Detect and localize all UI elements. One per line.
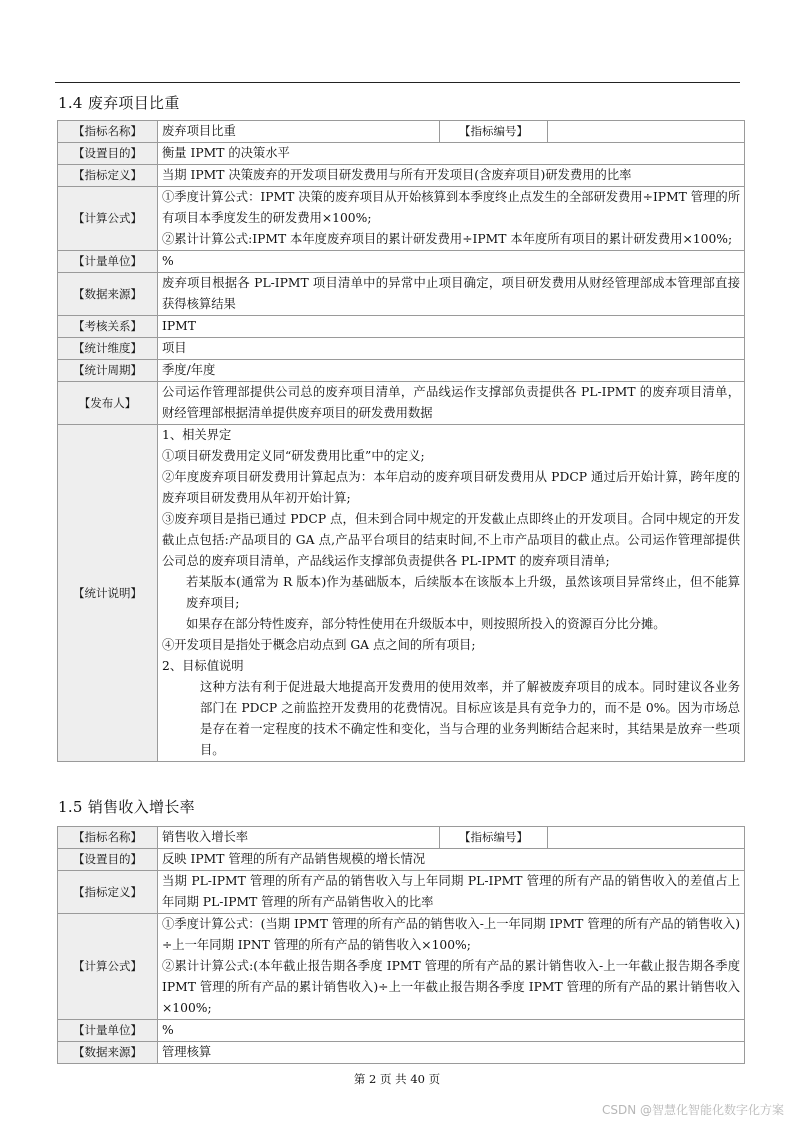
note-heading: 2、目标值说明 [162, 659, 244, 673]
row-label: 【指标名称】 [58, 827, 158, 849]
row-label: 【数据来源】 [58, 1042, 158, 1064]
table-row [58, 165, 745, 187]
table-row [58, 143, 745, 165]
row-label: 【统计说明】 [58, 425, 158, 762]
row-label: 【指标编号】 [440, 121, 548, 143]
indicator-table [57, 826, 745, 1064]
row-label: 【计量单位】 [58, 251, 158, 273]
row-label: 【发布人】 [58, 382, 158, 425]
table-row [58, 338, 745, 360]
indicator-code [548, 121, 745, 143]
row-label: 【计算公式】 [58, 914, 158, 1020]
note-heading: 1、相关界定 [162, 428, 232, 442]
row-label: 【指标定义】 [58, 871, 158, 914]
purpose-value: 衡量 IPMT 的决策水平 [158, 143, 745, 165]
indicator-name: 销售收入增长率 [158, 827, 440, 849]
row-label: 【指标编号】 [440, 827, 548, 849]
note-line: ③废弃项目是指已通过 PDCP 点，但未到合同中规定的开发截止点即终止的开发项目。合同中规定的开发截止点包括:产品项目的 GA 点,产品平台项目的结束时间,不上市产品项目的截止点。公司运作管理部提供公司总的废弃项目清单，产品线运作支撑部负责提供各 PL-IPMT 的废弃项目清单; [162, 512, 740, 568]
note-line: 如果存在部分特性废弃，部分特性使用在升级版本中，则按照所投入的资源百分比分摊。 [186, 617, 666, 631]
table-row [58, 1020, 745, 1042]
table-row [58, 251, 745, 273]
row-label: 【考核关系】 [58, 316, 158, 338]
row-label: 【设置目的】 [58, 849, 158, 871]
table-row [58, 871, 745, 914]
assessment-value: IPMT [158, 316, 745, 338]
row-label: 【统计周期】 [58, 360, 158, 382]
table-row [58, 382, 745, 425]
row-label: 【计算公式】 [58, 187, 158, 251]
table-row [58, 316, 745, 338]
row-label: 【指标定义】 [58, 165, 158, 187]
indicator-table [57, 120, 745, 762]
table-row [58, 273, 745, 316]
row-label: 【统计维度】 [58, 338, 158, 360]
row-label: 【指标名称】 [58, 121, 158, 143]
indicator-code [548, 827, 745, 849]
note-line: ④开发项目是指处于概念启动点到 GA 点之间的所有项目; [162, 638, 476, 652]
publisher-value: 公司运作管理部提供公司总的废弃项目清单，产品线运作支撑部负责提供各 PL-IPMT 的废弃项目清单，财经管理部根据清单提供废弃项目的研发费用数据 [158, 382, 745, 425]
notes-value [158, 425, 745, 762]
row-label: 【计量单位】 [58, 1020, 158, 1042]
table-row [58, 425, 745, 762]
formula-value [158, 187, 745, 251]
table-row [58, 849, 745, 871]
table-row [58, 187, 745, 251]
unit-value: % [158, 251, 745, 273]
indicator-name: 废弃项目比重 [158, 121, 440, 143]
formula-line: ②累计计算公式:(本年截止报告期各季度 IPMT 管理的所有产品的累计销售收入-上一年截止报告期各季度 IPMT 管理的所有产品的累计销售收入)÷上一年截止报告期各季度 IPMT 管理的所有产品的累计销售收入×100%; [162, 959, 740, 1015]
table-row [58, 121, 745, 143]
formula-line: ①季度计算公式：(当期 IPMT 管理的所有产品的销售收入-上一年同期 IPMT 管理的所有产品的销售收入)÷上一年同期 IPNT 管理的所有产品的销售收入×100%; [162, 917, 740, 952]
table-row [58, 360, 745, 382]
row-label: 【设置目的】 [58, 143, 158, 165]
period-value: 季度/年度 [158, 360, 745, 382]
note-line: 若某版本(通常为 R 版本)作为基础版本，后续版本在该版本上升级，虽然该项目异常终止，但不能算废弃项目; [186, 575, 740, 610]
table-row [58, 1042, 745, 1064]
formula-line: ①季度计算公式：IPMT 决策的废弃项目从开始核算到本季度终止点发生的全部研发费用÷IPMT 管理的所有项目本季度发生的研发费用×100%; [162, 190, 740, 225]
section-title: 1.4 废弃项目比重 [58, 94, 180, 112]
source-value: 管理核算 [158, 1042, 745, 1064]
section-title: 1.5 销售收入增长率 [58, 798, 195, 816]
unit-value: % [158, 1020, 745, 1042]
table-row [58, 827, 745, 849]
table-row [58, 914, 745, 1020]
note-line: ②年度废弃项目研发费用计算起点为：本年启动的废弃项目研发费用从 PDCP 通过后开始计算，跨年度的废弃项目研发费用从年初开始计算; [162, 470, 740, 505]
definition-value: 当期 PL-IPMT 管理的所有产品的销售收入与上年同期 PL-IPMT 管理的所有产品的销售收入的差值占上年同期 PL-IPMT 管理的所有产品销售收入的比率 [158, 871, 745, 914]
row-label: 【数据来源】 [58, 273, 158, 316]
header-rule [55, 82, 740, 83]
source-value: 废弃项目根据各 PL-IPMT 项目清单中的异常中止项目确定，项目研发费用从财经管理部成本管理部直接获得核算结果 [158, 273, 745, 316]
watermark: CSDN @智慧化智能化数字化方案 [601, 1103, 784, 1117]
note-line: ①项目研发费用定义同“研发费用比重”中的定义; [162, 449, 425, 463]
formula-value [158, 914, 745, 1020]
formula-line: ②累计计算公式:IPMT 本年度废弃项目的累计研发费用÷IPMT 本年度所有项目的累计研发费用×100%; [162, 232, 733, 246]
page-number: 第 2 页 共 40 页 [353, 1072, 441, 1086]
note-line: 这种方法有利于促进最大地提高开发费用的使用效率，并了解被废弃项目的成本。同时建议各业务部门在 PDCP 之前监控开发费用的花费情况。目标应该是具有竞争力的，而不是 0%。因为市场总是存在着一定程度的技术不确定性和变化，当与合理的业务判断结合起来时，其结果是放弃一些项目。 [200, 680, 740, 757]
definition-value: 当期 IPMT 决策废弃的开发项目研发费用与所有开发项目(含废弃项目)研发费用的比率 [158, 165, 745, 187]
purpose-value: 反映 IPMT 管理的所有产品销售规模的增长情况 [158, 849, 745, 871]
dimension-value: 项目 [158, 338, 745, 360]
